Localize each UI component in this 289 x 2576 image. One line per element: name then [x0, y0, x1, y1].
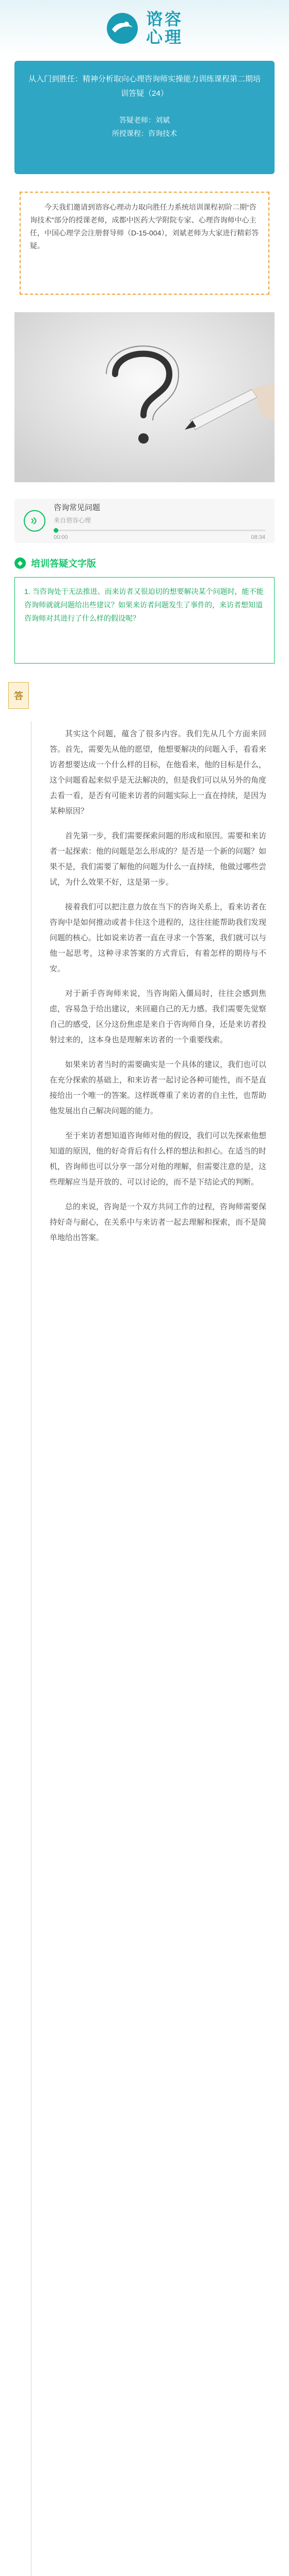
section-header: [14, 556, 96, 570]
audio-player[interactable]: [14, 499, 275, 543]
header-logo: [0, 0, 289, 57]
hero-image: [14, 312, 275, 482]
question-box: [14, 577, 275, 664]
brand-logo-icon: [106, 12, 139, 45]
intro-meta: [28, 113, 261, 140]
intro-dashed-box: [20, 192, 269, 295]
audio-time-total: 08:34: [251, 534, 265, 540]
answer-paragraph: 总的来说，咨询是一个双方共同工作的过程，咨询师需要保持好奇与耐心，在关系中与来访者一起去理解和探索，而不是简单地给出答案。: [50, 1202, 267, 1242]
audio-progress-knob[interactable]: [54, 528, 58, 533]
answer-paragraph: 如果来访者当时的需要确实是一个具体的建议，我们也可以在充分探索的基础上，和来访者一起讨论各种可能性，而不是直接给出一个唯一的答案。这样既尊重了来访者的自主性，也帮助他发展出自己解决问题的能力。: [50, 1060, 267, 1115]
audio-play-icon[interactable]: [24, 510, 45, 532]
section-title: 培训答疑文字版: [31, 558, 96, 569]
bullet-icon: ◆: [14, 557, 26, 569]
intro-title: 从入门到胜任：精神分析取向心理咨询师实操能力训练课程第二期培训答疑（24）: [28, 75, 261, 98]
intro-dashed-text: 今天我们邀请到谘容心理动力取向胜任力系统培训课程初阶二期“咨询技术”部分的授课老师，成都中医药大学附院专家、心理咨询师中心主任，中国心理学会注册督导师（D-15-004），刘斌老师为大家进行精彩答疑。: [30, 203, 259, 250]
intro-card: [14, 61, 275, 174]
answer-body: [50, 726, 266, 1255]
intro-meta-course: 所授课程：咨询技术: [112, 129, 177, 138]
answer-paragraph: 至于来访者想知道咨询师对他的假设，我们可以先探索他想知道的原因，他的好奇背后有什么样的想法和担心。在适当的时机，咨询师也可以分享一部分对他的理解，但需要注意的是，这些理解应当是开放的、可以讨论的，而不是下结论式的判断。: [50, 1131, 267, 1187]
answer-paragraph: 其实这个问题，蕴含了很多内容。我们先从几个方面来回答。首先，需要先从他的愿望，他想要解决的问题入手，看看来访者想要达成一个什么样的目标，在他看来，他的目标是什么，这个问题看起来似乎是无法解决的，但是我们可以从另外的角度去看一看，是否有可能来访者的问题实际上一直在持续，是因为某种原因？: [50, 730, 267, 816]
brand-name-line1: 谘容: [146, 9, 183, 28]
answer-tag: 答: [8, 682, 29, 709]
question-mark-image-icon: [14, 312, 275, 482]
intro-meta-teacher: 答疑老师：刘斌: [119, 116, 170, 124]
answer-paragraph: 对于新手咨询师来说，当咨询陷入僵局时，往往会感到焦虑，容易急于给出建议，来回避自己的无力感。我们需要先觉察自己的感受，区分这份焦虑是来自于咨询师自身，还是来访者投射过来的，这本身也是理解来访者的一个重要线索。: [50, 989, 267, 1044]
audio-title: 咨询常见问题: [54, 503, 101, 512]
audio-progress-bar[interactable]: [54, 530, 265, 531]
question-text: 1. 当咨询处于无法推进、而来访者又很迫切的想要解决某个问题时，能不能咨询师就就问题给出些建议？如果来访者问题发生了事件的，来访者想知道咨询师对其进行了什么样的假设呢？: [24, 587, 264, 622]
audio-time-current: 00:00: [54, 534, 68, 540]
answer-paragraph: 接着我们可以把注意力放在当下的咨询关系上，看来访者在咨询中是如何推动或者卡住这个进程的，这往往能帮助我们发现问题的核心。比如说来访者一直在寻求一个答案，我们就可以与他一起思考，这种寻求答案的方式背后，有着怎样的期待与不安。: [50, 903, 267, 973]
answer-paragraph: 首先第一步，我们需要探索问题的形成和原因。需要和来访者一起探索：他的问题是怎么形成的？是否是一个新的问题？如果不是，我们需要了解他的问题为什么一直持续，他做过哪些尝试，为什么效果不好，这是第一步。: [50, 832, 267, 887]
brand-name-line2: 心理: [146, 28, 183, 46]
audio-source: 来自谘容心理: [54, 516, 91, 524]
